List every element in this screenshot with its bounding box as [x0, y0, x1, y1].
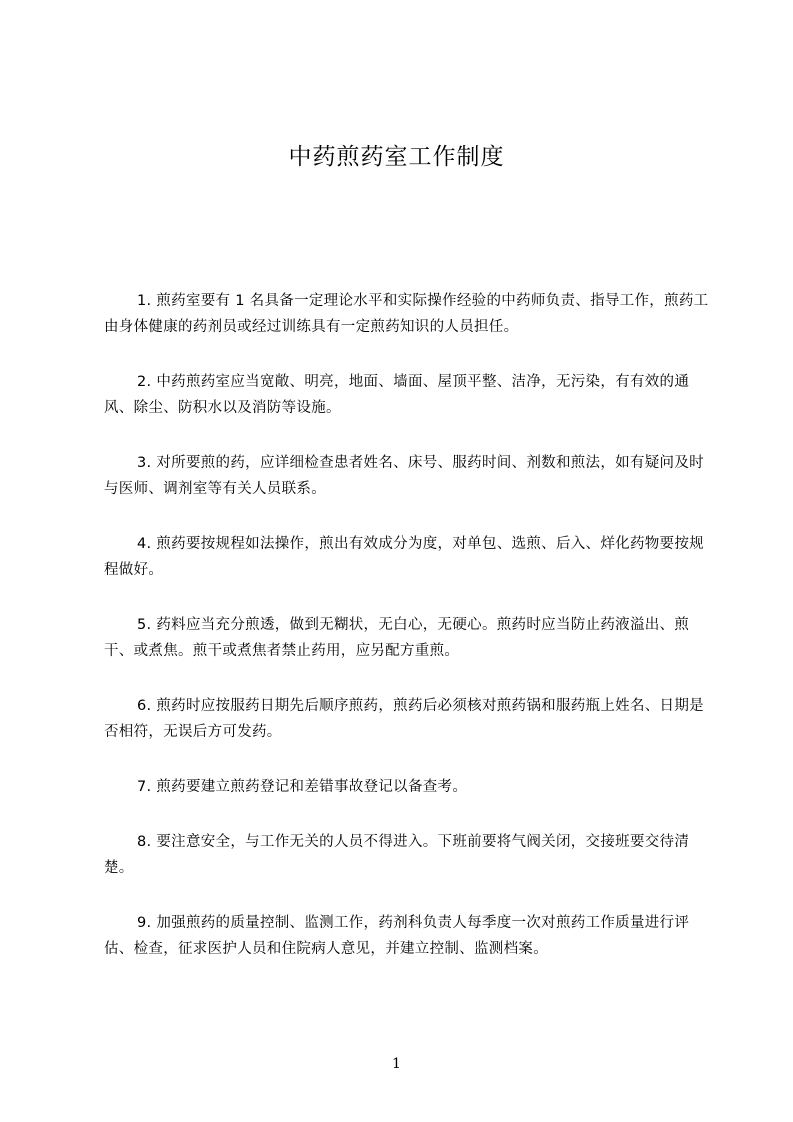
paragraph-8: 8. 要注意安全，与工作无关的人员不得进入。下班前要将气阀关闭，交接班要交待清楚。 [104, 834, 690, 876]
paragraph-7: 7. 煎药要建立煎药登记和差错事故登记以备查考。 [137, 779, 468, 795]
paragraph-2: 2. 中药煎药室应当宽敞、明亮，地面、墙面、屋顶平整、洁净，无污染，有有效的通风、除尘、防积水以及消防等设施。 [104, 374, 690, 416]
paragraph-5: 5. 药料应当充分煎透，做到无糊状，无白心，无硬心。煎药时应当防止药液溢出、煎干、或煮焦。煎干或煮焦者禁止药用，应另配方重煎。 [104, 617, 690, 659]
paragraph-3: 3. 对所要煎的药，应详细检查患者姓名、床号、服药时间、剂数和煎法，如有疑问及时与医师、调剂室等有关人员联系。 [104, 455, 704, 497]
document-title: 中药煎药室工作制度 [288, 144, 505, 170]
paragraph-1: 1. 煎药室要有 1 名具备一定理论水平和实际操作经验的中药师负责、指导工作，煎药工由身体健康的药剂员或经过训练具有一定煎药知识的人员担任。 [104, 293, 709, 335]
paragraph-9: 9. 加强煎药的质量控制、监测工作，药剂科负责人每季度一次对煎药工作质量进行评估、检查，征求医护人员和住院病人意见，并建立控制、监测档案。 [104, 915, 690, 957]
document-body [104, 288, 714, 991]
page-number: 1 [392, 1056, 401, 1072]
paragraph-6: 6. 煎药时应按服药日期先后顺序煎药，煎药后必须核对煎药锅和服药瓶上姓名、日期是否相符，无误后方可发药。 [104, 698, 704, 740]
paragraph-4: 4. 煎药要按规程如法操作，煎出有效成分为度，对单包、选煎、后入、烊化药物要按规程做好。 [104, 536, 704, 578]
